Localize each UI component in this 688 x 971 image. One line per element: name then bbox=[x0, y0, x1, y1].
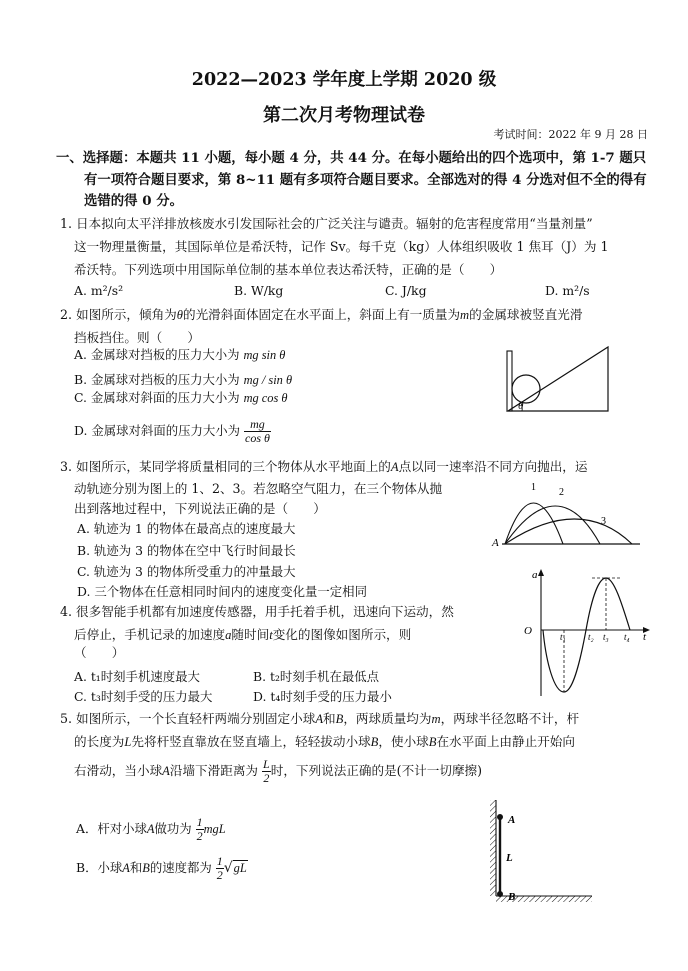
q4-line2: 后停止，手机记录的加速度a随时间t变化的图像如图所示，则 bbox=[74, 627, 412, 642]
rod-wall-figure bbox=[486, 798, 596, 906]
t1-label: t₁ bbox=[560, 632, 566, 642]
q1-option-d: D. m²/s bbox=[545, 283, 590, 298]
q4-line1: 4. 很多智能手机都有加速度传感器，用手托着手机，迅速向下运动，然 bbox=[60, 604, 454, 619]
q4-option-c: C. t₃时刻手受的压力最大 bbox=[74, 689, 213, 704]
q5-option-a: A．杆对小球A做功为 $\frac{1}{2}$ mgL bbox=[76, 815, 226, 843]
q3-option-a: A. 轨迹为 1 的物体在最高点的速度最大 bbox=[77, 521, 296, 536]
rod-length-label: L bbox=[506, 852, 513, 864]
q1-option-c: C. J/kg bbox=[385, 283, 427, 298]
t4-label: t₄ bbox=[624, 632, 630, 642]
q2-option-b: B. 金属球对挡板的压力大小为 mg / sin θ bbox=[74, 372, 293, 387]
section-heading-line3: 选错的得 0 分。 bbox=[84, 193, 183, 209]
ball-a-label: A bbox=[508, 814, 516, 826]
q5-fraction-l-over-2: $\frac{L}{2}$ bbox=[263, 757, 270, 785]
q1-line3: 希沃特。下列选项中用国际单位制的基本单位表达希沃特，正确的是（ ） bbox=[74, 262, 503, 277]
q5-line1: 5. 如图所示，一个长直轻杆两端分别固定小球A和B，两球质量均为m，两球半径忽略不计，杆 bbox=[60, 711, 580, 726]
wall-hatch bbox=[490, 800, 496, 896]
exam-time: 考试时间：2022 年 9 月 28 日 bbox=[493, 128, 648, 141]
trajectory-2 bbox=[505, 506, 600, 544]
t2-label: t₂ bbox=[588, 632, 594, 642]
q5-line2: 的长度为L先将杆竖直靠放在竖直墙上，轻轻拔动小球B，使小球B在水平面上由静止开始向 bbox=[74, 734, 575, 749]
origin-label: O bbox=[524, 625, 532, 637]
a-axis-arrow bbox=[538, 569, 544, 576]
q1-line1: 1. 日本拟向太平洋排放核废水引发国际社会的广泛关注与谴责。辐射的危害程度常用“当量剂量” bbox=[60, 216, 593, 231]
vertical-board bbox=[507, 351, 512, 411]
q1-option-b: B. W/kg bbox=[234, 283, 284, 298]
t-axis-label: t bbox=[643, 631, 647, 643]
q2-option-d-fraction: $\frac{mg}{\text{cos θ}}$ bbox=[245, 417, 270, 445]
q2-option-c: C. 金属球对斜面的压力大小为 mg cos θ bbox=[74, 390, 288, 405]
q3-line2: 动轨迹分别为图上的 1、2、3。若忽略空气阻力，在三个物体从抛 bbox=[74, 481, 443, 496]
acceleration-time-figure bbox=[514, 568, 654, 700]
page-subtitle: 第二次月考物理试卷 bbox=[263, 105, 425, 126]
q4-option-b: B. t₂时刻手机在最低点 bbox=[253, 669, 380, 684]
ball-a bbox=[497, 814, 503, 820]
q2-line1: 2. 如图所示，倾角为θ的光滑斜面体固定在水平面上，斜面上有一质量为m的金属球被竖直光滑 bbox=[60, 307, 583, 322]
section-heading-line2: 有一项符合题目要求，第 8~11 题有多项符合题目要求。全部选对的得 4 分选对但不全的得有 bbox=[84, 172, 647, 188]
trajectory-label-2: 2 bbox=[559, 487, 564, 498]
q2-option-d: D. 金属球对斜面的压力大小为 $\frac{mg}{\text{cos θ}}$ bbox=[74, 417, 270, 445]
q2-option-a: A. 金属球对挡板的压力大小为 mg sin θ bbox=[74, 347, 286, 362]
section-heading-line1: 一、选择题：本题共 11 小题，每小题 4 分，共 44 分。在每小题给出的四个选项中，第 1-7 题只 bbox=[56, 150, 647, 166]
theta-label: θ bbox=[518, 400, 524, 412]
a-t-curve bbox=[543, 578, 630, 692]
q5-option-b-fraction: $\frac{1}{2}$ bbox=[216, 854, 223, 882]
q5-option-a-fraction: $\frac{1}{2}$ bbox=[196, 815, 203, 843]
q3-option-c: C. 轨迹为 3 的物体所受重力的冲量最大 bbox=[77, 564, 296, 579]
q3-option-b: B. 轨迹为 3 的物体在空中飞行时间最长 bbox=[77, 543, 296, 558]
q4-option-a: A. t₁时刻手机速度最大 bbox=[74, 669, 200, 684]
launch-point-label: A bbox=[492, 537, 499, 549]
q1-option-a: A. m²/s² bbox=[74, 283, 124, 298]
q4-option-d: D. t₄时刻手受的压力最小 bbox=[253, 689, 392, 704]
q5-line3: 右滑动，当小球A沿墙下滑距离为 $\frac{L}{2}$ 时，下列说法正确的是(不计一切摩擦) bbox=[74, 757, 483, 785]
t3-label: t₃ bbox=[603, 632, 609, 642]
ball-b bbox=[497, 891, 503, 897]
q3-line3: 出到落地过程中，下列说法正确的是（ ） bbox=[74, 501, 326, 516]
q2-line2: 挡板挡住。则（ ） bbox=[74, 330, 200, 345]
q3-line1: 3. 如图所示，某同学将质量相同的三个物体从水平地面上的A点以同一速率沿不同方向抛出，运 bbox=[60, 459, 588, 474]
q5-option-b: B．小球A和B的速度都为 $\frac{1}{2}$ √gL bbox=[76, 854, 247, 882]
q1-line2: 这一物理量衡量，其国际单位是希沃特，记作 Sv。每千克（kg）人体组织吸收 1 焦耳（J）为 1 bbox=[74, 239, 609, 254]
q4-line3: （ ） bbox=[74, 645, 125, 660]
ball-b-label: B bbox=[508, 891, 516, 903]
trajectory-3 bbox=[505, 519, 632, 544]
q3-option-d: D. 三个物体在任意相同时间内的速度变化量一定相同 bbox=[77, 584, 367, 599]
sqrt-sign: √ bbox=[223, 860, 233, 876]
trajectory-label-3: 3 bbox=[601, 516, 606, 527]
trajectory-figure bbox=[490, 478, 646, 552]
page-title: 2022—2023 学年度上学期 2020 级 bbox=[191, 70, 497, 90]
trajectory-label-1: 1 bbox=[531, 482, 536, 493]
a-axis-label: a bbox=[532, 569, 538, 581]
incline-ball-figure bbox=[496, 343, 616, 415]
